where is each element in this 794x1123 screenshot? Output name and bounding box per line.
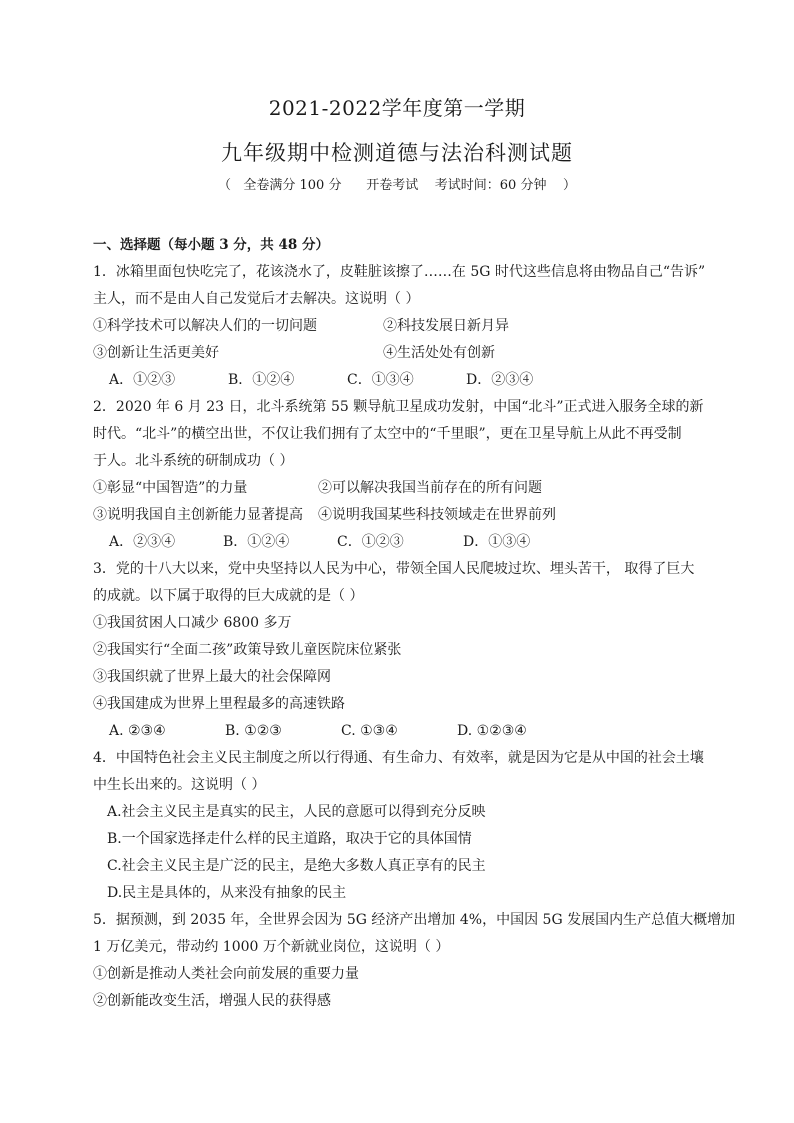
question-stem-line: 5．据预测，到 2035 年，全世界会因为 5G 经济产出增加 4%，中国因 5G 发展国内生产总值大概增加 bbox=[93, 912, 736, 928]
statement: ①我国贫困人口减少 6800 多万 bbox=[93, 615, 292, 631]
option-c: C. ①③④ bbox=[341, 723, 398, 739]
statement: ①彰显“中国智造”的力量 bbox=[93, 480, 248, 496]
statement: ③我国织就了世界上最大的社会保障网 bbox=[93, 669, 331, 685]
question-stem-line: 1．冰箱里面包快吃完了，花该浇水了，皮鞋脏该擦了……在 5G 时代这些信息将由物品自己“告诉” bbox=[93, 264, 706, 280]
statement: ③创新让生活更美好 bbox=[93, 345, 219, 361]
question-stem-line: 3．党的十八大以来，党中央坚持以人民为中心，带领全国人民爬坡过坎、埋头苦干， 取得了巨大 bbox=[93, 561, 695, 577]
question-stem-line: 主人，而不是由人自己发觉后才去解决。这说明（ ） bbox=[93, 291, 420, 307]
statement: ①创新是推动人类社会向前发展的重要力量 bbox=[93, 966, 359, 982]
option-d: D.民主是具体的，从来没有抽象的民主 bbox=[107, 885, 347, 901]
statement: ②创新能改变生活，增强人民的获得感 bbox=[93, 993, 331, 1009]
statement: ④说明我国某些科技领域走在世界前列 bbox=[318, 507, 556, 523]
question-2 bbox=[93, 394, 718, 556]
statement: ④生活处处有创新 bbox=[383, 345, 495, 361]
section-heading: 一、选择题（每小题 3 分，共 48 分） bbox=[93, 237, 329, 253]
question-1 bbox=[93, 259, 718, 394]
option-b: B．①②④ bbox=[223, 534, 290, 550]
statement: ③说明我国自主创新能力显著提高 bbox=[93, 507, 303, 523]
statement-row bbox=[93, 340, 718, 367]
option-a: A.社会主义民主是真实的民主，人民的意愿可以得到充分反映 bbox=[107, 804, 486, 820]
statement: ①科学技术可以解决人们的一切问题 bbox=[93, 318, 317, 334]
question-stem-line: 时代。“北斗”的横空出世，不仅让我们拥有了太空中的“千里眼”，更在卫星导航上从此不再受制 bbox=[93, 426, 682, 442]
option-d: D．②③④ bbox=[466, 372, 534, 388]
statement-row bbox=[93, 313, 718, 340]
option-d: D. ①②③④ bbox=[457, 723, 527, 739]
question-stem-line: 1 万亿美元，带动约 1000 万个新就业岗位，这说明（ ） bbox=[93, 939, 450, 955]
question-3 bbox=[93, 556, 718, 745]
answer-options bbox=[93, 529, 718, 556]
option-a: A. ②③④ bbox=[109, 723, 166, 739]
option-c: C．①②③ bbox=[337, 534, 404, 550]
statement-row bbox=[93, 502, 718, 529]
question-stem-line: 中生长出来的。这说明（ ） bbox=[93, 777, 266, 793]
question-stem-line: 2．2020 年 6 月 23 日，北斗系统第 55 颗导航卫星成功发射，中国“北斗”正式进入服务全球的新 bbox=[93, 399, 704, 415]
question-stem-line: 的成就。以下属于取得的巨大成就的是（ ） bbox=[93, 588, 364, 604]
option-b: B. ①②③ bbox=[225, 723, 282, 739]
option-b: B.一个国家选择走什么样的民主道路，取决于它的具体国情 bbox=[107, 831, 472, 847]
question-stem-line: 于人。北斗系统的研制成功（ ） bbox=[93, 453, 294, 469]
option-c: C．①③④ bbox=[347, 372, 414, 388]
statement: ②可以解决我国当前存在的所有问题 bbox=[318, 480, 542, 496]
statement: ④我国建成为世界上里程最多的高速铁路 bbox=[93, 696, 345, 712]
exam-subject-title: 九年级期中检测道德与法治科测试题 bbox=[221, 141, 573, 165]
option-d: D．①③④ bbox=[463, 534, 531, 550]
option-a: A．②③④ bbox=[109, 534, 176, 550]
statement-row bbox=[93, 475, 718, 502]
statement: ②科技发展日新月异 bbox=[383, 318, 509, 334]
exam-term-title: 2021-2022学年度第一学期 bbox=[268, 96, 526, 120]
question-stem-line: 4．中国特色社会主义民主制度之所以行得通、有生命力、有效率，就是因为它是从中国的社会土壤 bbox=[93, 750, 704, 766]
exam-content bbox=[93, 232, 736, 1015]
option-a: A．①②③ bbox=[109, 372, 176, 388]
answer-options bbox=[93, 718, 718, 745]
question-5 bbox=[93, 907, 736, 1015]
question-4 bbox=[93, 745, 718, 907]
statement: ②我国实行“全面二孩”政策导致儿童医院床位紧张 bbox=[93, 642, 402, 658]
exam-meta-info: （ 全卷满分 100 分 开卷考试 考试时间：60 分钟 ） bbox=[217, 178, 576, 193]
option-c: C.社会主义民主是广泛的民主，是绝大多数人真正享有的民主 bbox=[107, 858, 486, 874]
answer-options bbox=[93, 367, 718, 394]
option-b: B．①②④ bbox=[228, 372, 295, 388]
